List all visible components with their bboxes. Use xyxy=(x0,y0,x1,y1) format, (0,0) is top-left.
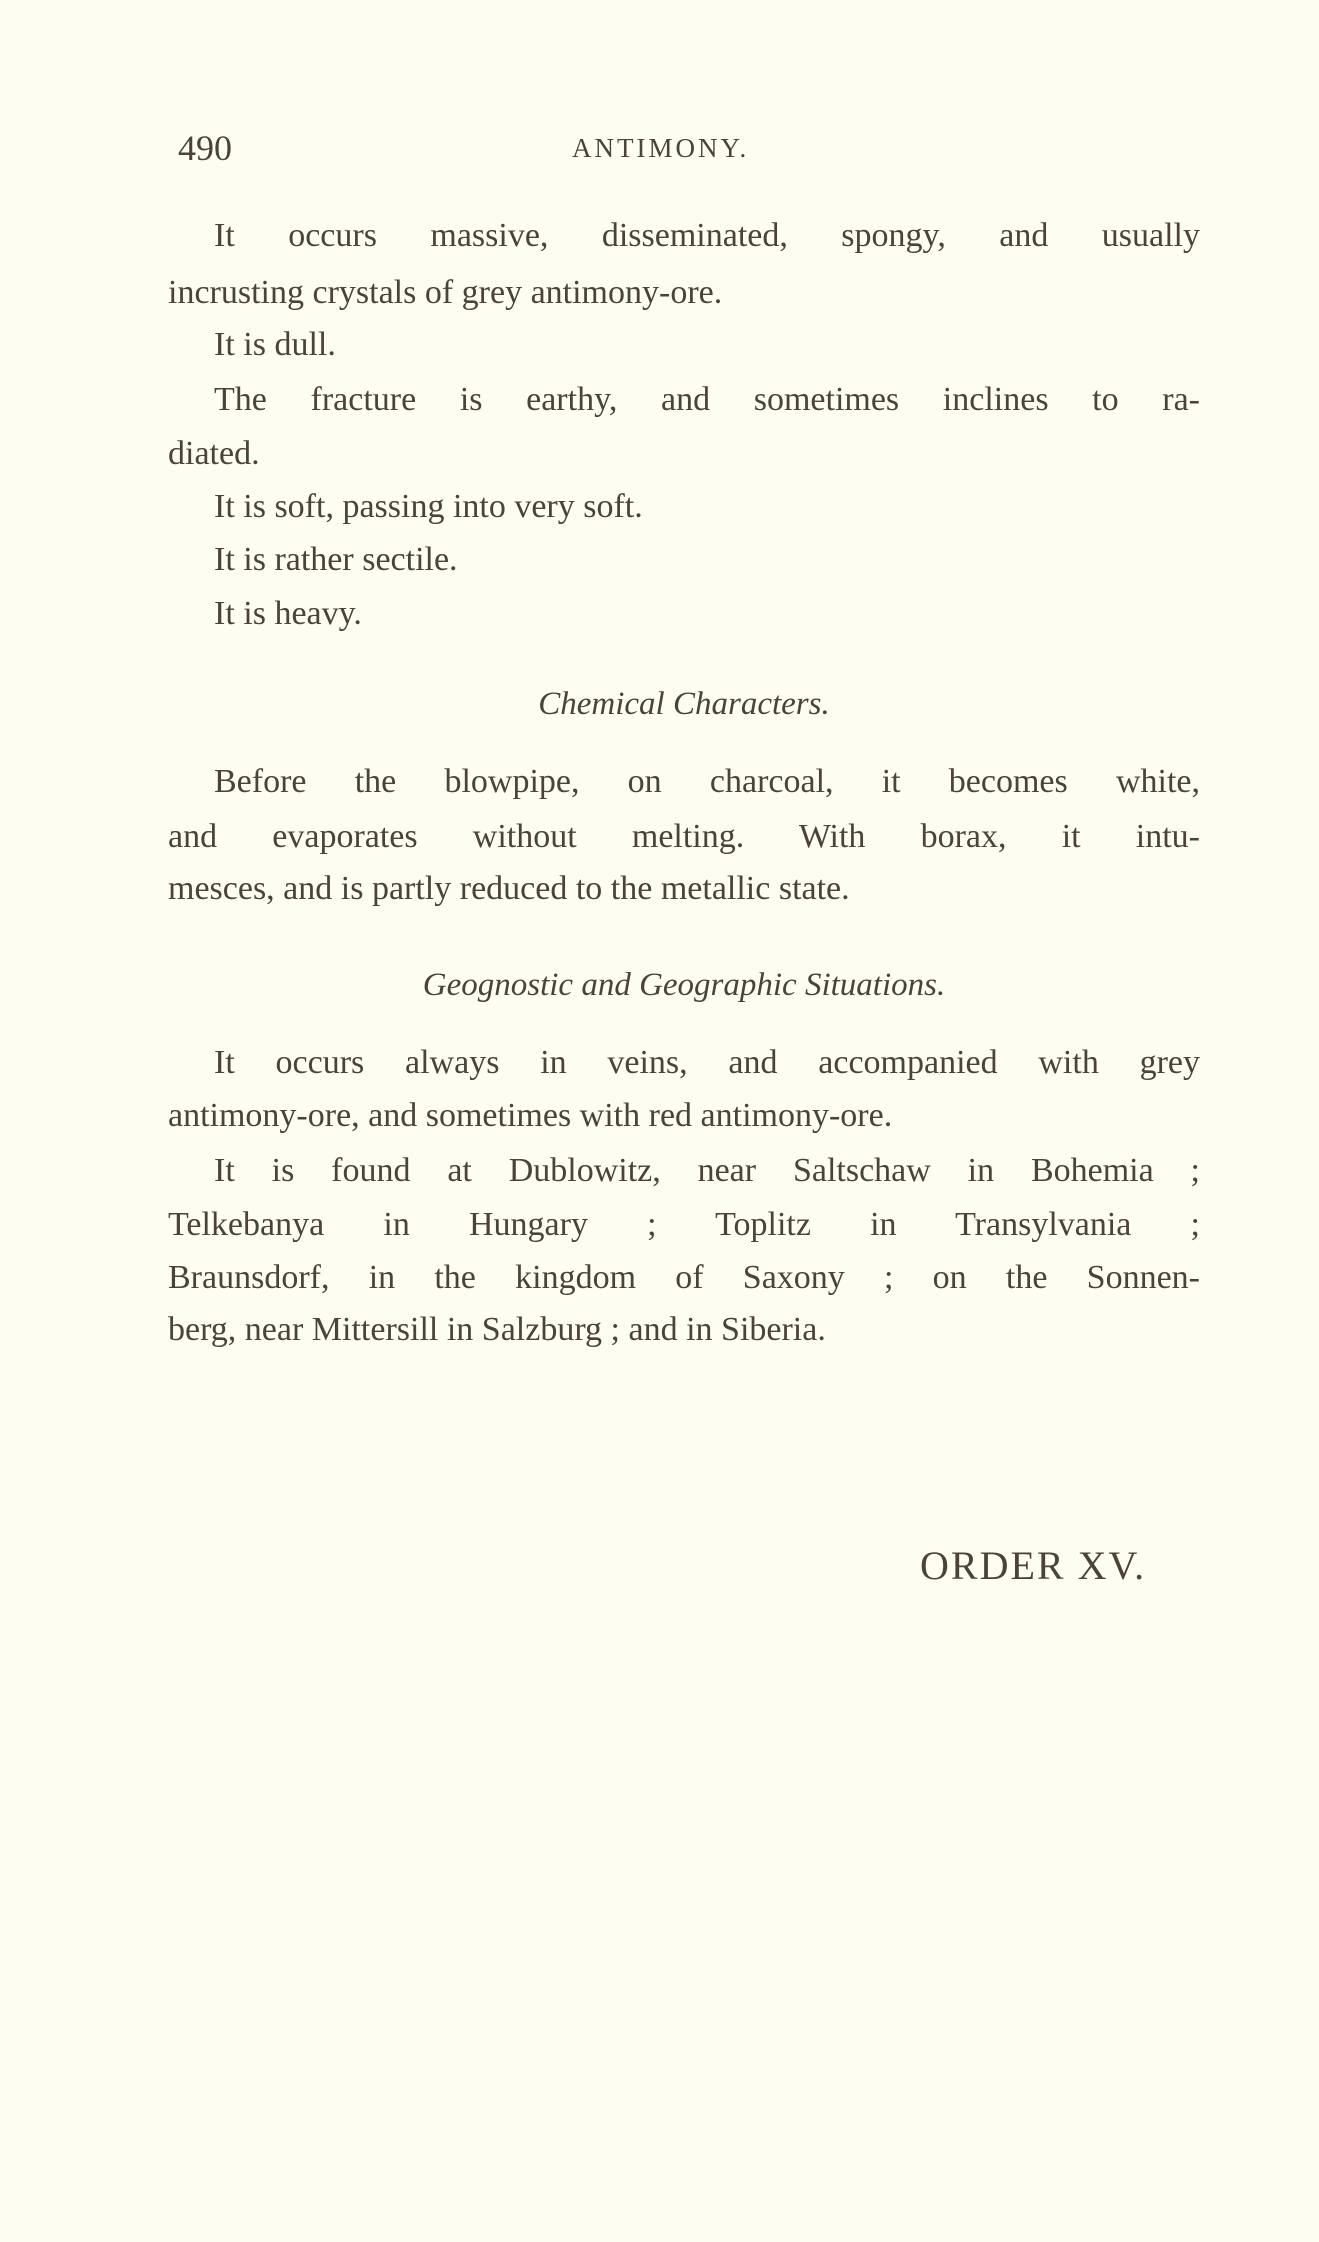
text-line: and evaporates without melting. With borax, it intu- xyxy=(168,818,1200,855)
running-title: ANTIMONY. xyxy=(572,133,750,163)
text-line: It is rather sectile. xyxy=(214,541,458,578)
section-heading-chemical: Chemical Characters. xyxy=(538,686,830,722)
text-line: berg, near Mittersill in Salzburg ; and in Siberia. xyxy=(168,1311,826,1348)
text-line: antimony-ore, and sometimes with red antimony-ore. xyxy=(168,1097,893,1134)
text-line: incrusting crystals of grey antimony-ore. xyxy=(168,274,723,311)
text-line: The fracture is earthy, and sometimes inclines to ra- xyxy=(214,381,1200,418)
text-line: It is dull. xyxy=(214,326,336,363)
text-line: diated. xyxy=(168,435,260,472)
text-line: It occurs always in veins, and accompanied with grey xyxy=(214,1044,1200,1081)
section-heading-geognostic: Geognostic and Geographic Situations. xyxy=(422,967,946,1003)
text-line: Telkebanya in Hungary ; Toplitz in Transylvania ; xyxy=(168,1206,1200,1243)
text-line: It is heavy. xyxy=(214,595,362,632)
text-line: It is found at Dublowitz, near Saltschaw in Bohemia ; xyxy=(214,1152,1200,1189)
page-number: 490 xyxy=(178,128,232,168)
text-line: It is soft, passing into very soft. xyxy=(214,488,643,525)
text-line: Braunsdorf, in the kingdom of Saxony ; on the Sonnen- xyxy=(168,1259,1200,1296)
text-line: Before the blowpipe, on charcoal, it becomes white, xyxy=(214,763,1200,800)
next-section-heading: ORDER XV. xyxy=(920,1543,1147,1588)
text-line: mesces, and is partly reduced to the metallic state. xyxy=(168,870,850,907)
text-line: It occurs massive, disseminated, spongy, and usually xyxy=(214,217,1200,254)
